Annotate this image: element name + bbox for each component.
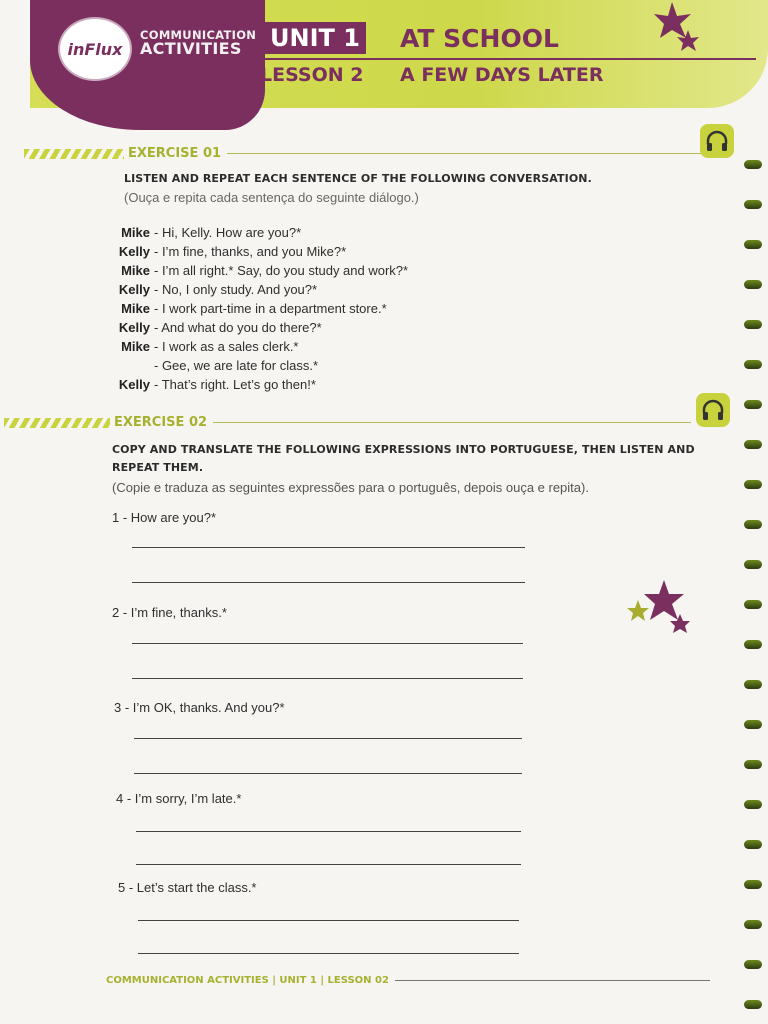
speaker: Mike xyxy=(121,301,150,316)
spiral-ring xyxy=(744,960,762,969)
answer-line[interactable] xyxy=(136,864,521,865)
spiral-ring xyxy=(744,800,762,809)
dialog-line xyxy=(108,244,528,263)
logo-text: inFlux xyxy=(67,39,123,59)
spiral-ring xyxy=(744,880,762,889)
footer-text: COMMUNICATION ACTIVITIES | UNIT 1 | LESSON 02 xyxy=(106,975,389,986)
speaker: Kelly xyxy=(118,377,150,392)
dialog-line xyxy=(108,339,528,358)
unit-badge xyxy=(256,22,366,54)
dialog-line xyxy=(108,263,528,282)
speaker: Mike xyxy=(121,225,150,240)
spiral-ring xyxy=(744,240,762,249)
line-text: - And what do you do there?* xyxy=(154,320,322,335)
spiral-ring xyxy=(744,680,762,689)
spiral-ring xyxy=(744,160,762,169)
spiral-ring xyxy=(744,520,762,529)
dialog-line xyxy=(108,282,528,301)
stripe-decoration xyxy=(4,418,110,428)
line-text: - Hi, Kelly. How are you?* xyxy=(154,225,302,240)
footer xyxy=(106,975,710,986)
answer-line[interactable] xyxy=(138,953,519,954)
line-text: - Gee, we are late for class.* xyxy=(154,358,319,373)
dialog-line xyxy=(108,377,528,396)
spiral-ring xyxy=(744,920,762,929)
spiral-ring xyxy=(744,600,762,609)
dialog-line xyxy=(108,301,528,320)
speaker: Kelly xyxy=(118,282,150,297)
exercise-02-label: EXERCISE 02 xyxy=(114,415,208,430)
spiral-ring xyxy=(744,1000,762,1009)
answer-line[interactable] xyxy=(136,831,521,832)
star-cluster-icon xyxy=(624,578,696,640)
answer-line[interactable] xyxy=(134,738,522,739)
exercise-01-instruction: LISTEN AND REPEAT EACH SENTENCE OF THE FOLLOWING CONVERSATION. xyxy=(124,172,592,185)
exercise-02-instruction-line1: COPY AND TRANSLATE THE FOLLOWING EXPRESSIONS INTO PORTUGUESE, THEN LISTEN AND xyxy=(112,443,695,456)
stripe-decoration xyxy=(24,149,124,159)
communication-activities-label xyxy=(140,28,256,56)
spiral-ring xyxy=(744,480,762,489)
unit-label: UNIT 1 xyxy=(270,24,360,52)
headphones-icon[interactable] xyxy=(696,393,730,427)
dialog-line xyxy=(108,320,528,339)
line-text: - I work as a sales clerk.* xyxy=(154,339,299,354)
conversation xyxy=(108,225,528,396)
speaker xyxy=(108,358,150,377)
star-cluster-icon xyxy=(650,0,710,56)
line-text: - That’s right. Let’s go then!* xyxy=(154,377,316,392)
answer-line[interactable] xyxy=(132,582,525,583)
spiral-ring xyxy=(744,280,762,289)
answer-line[interactable] xyxy=(134,773,522,774)
speaker: Kelly xyxy=(118,320,150,335)
expression-item-1: 1 - How are you?* xyxy=(112,510,217,525)
footer-rule xyxy=(395,980,710,981)
exercise-01-label: EXERCISE 01 xyxy=(128,146,222,161)
spiral-ring xyxy=(744,200,762,209)
comm-line2: ACTIVITIES xyxy=(140,39,242,58)
expression-item-5: 5 - Let’s start the class.* xyxy=(118,880,257,895)
line-text: - I work part-time in a department store.* xyxy=(154,301,387,316)
exercise-01-header xyxy=(24,146,707,161)
header-divider xyxy=(256,58,756,60)
unit-title: AT SCHOOL xyxy=(400,24,559,53)
expression-item-3: 3 - I’m OK, thanks. And you?* xyxy=(114,700,285,715)
answer-line[interactable] xyxy=(138,920,519,921)
exercise-02-header xyxy=(4,415,691,430)
speaker: Kelly xyxy=(118,244,150,259)
speaker: Mike xyxy=(121,263,150,278)
dialog-line xyxy=(108,225,528,244)
headphones-icon[interactable] xyxy=(700,124,734,158)
exercise-01-rule xyxy=(227,153,707,154)
spiral-ring xyxy=(744,360,762,369)
exercise-01-translation: (Ouça e repita cada sentença do seguinte diálogo.) xyxy=(124,190,419,205)
exercise-02-translation: (Copie e traduza as seguintes expressões para o português, depois ouça e repita). xyxy=(112,480,589,495)
spiral-ring xyxy=(744,400,762,409)
influx-logo xyxy=(58,17,132,81)
line-text: - I’m all right.* Say, do you study and work?* xyxy=(154,263,409,278)
exercise-02-instruction-line2: REPEAT THEM. xyxy=(112,461,204,474)
speaker: Mike xyxy=(121,339,150,354)
line-text: - No, I only study. And you?* xyxy=(154,282,318,297)
dialog-line xyxy=(108,358,528,377)
expression-item-2: 2 - I’m fine, thanks.* xyxy=(112,605,227,620)
spiral-ring xyxy=(744,760,762,769)
spiral-ring xyxy=(744,440,762,449)
answer-line[interactable] xyxy=(132,678,523,679)
answer-line[interactable] xyxy=(132,643,523,644)
lesson-title: A FEW DAYS LATER xyxy=(400,64,604,86)
spiral-ring xyxy=(744,640,762,649)
comm-line1: COMMUNICATION xyxy=(140,28,257,42)
lesson-label: LESSON 2 xyxy=(260,64,364,86)
line-text: - I’m fine, thanks, and you Mike?* xyxy=(154,244,347,259)
expression-item-4: 4 - I’m sorry, I’m late.* xyxy=(116,791,242,806)
spiral-ring xyxy=(744,720,762,729)
spiral-ring xyxy=(744,840,762,849)
exercise-02-rule xyxy=(213,422,691,423)
answer-line[interactable] xyxy=(132,547,525,548)
spiral-ring xyxy=(744,560,762,569)
spiral-ring xyxy=(744,320,762,329)
